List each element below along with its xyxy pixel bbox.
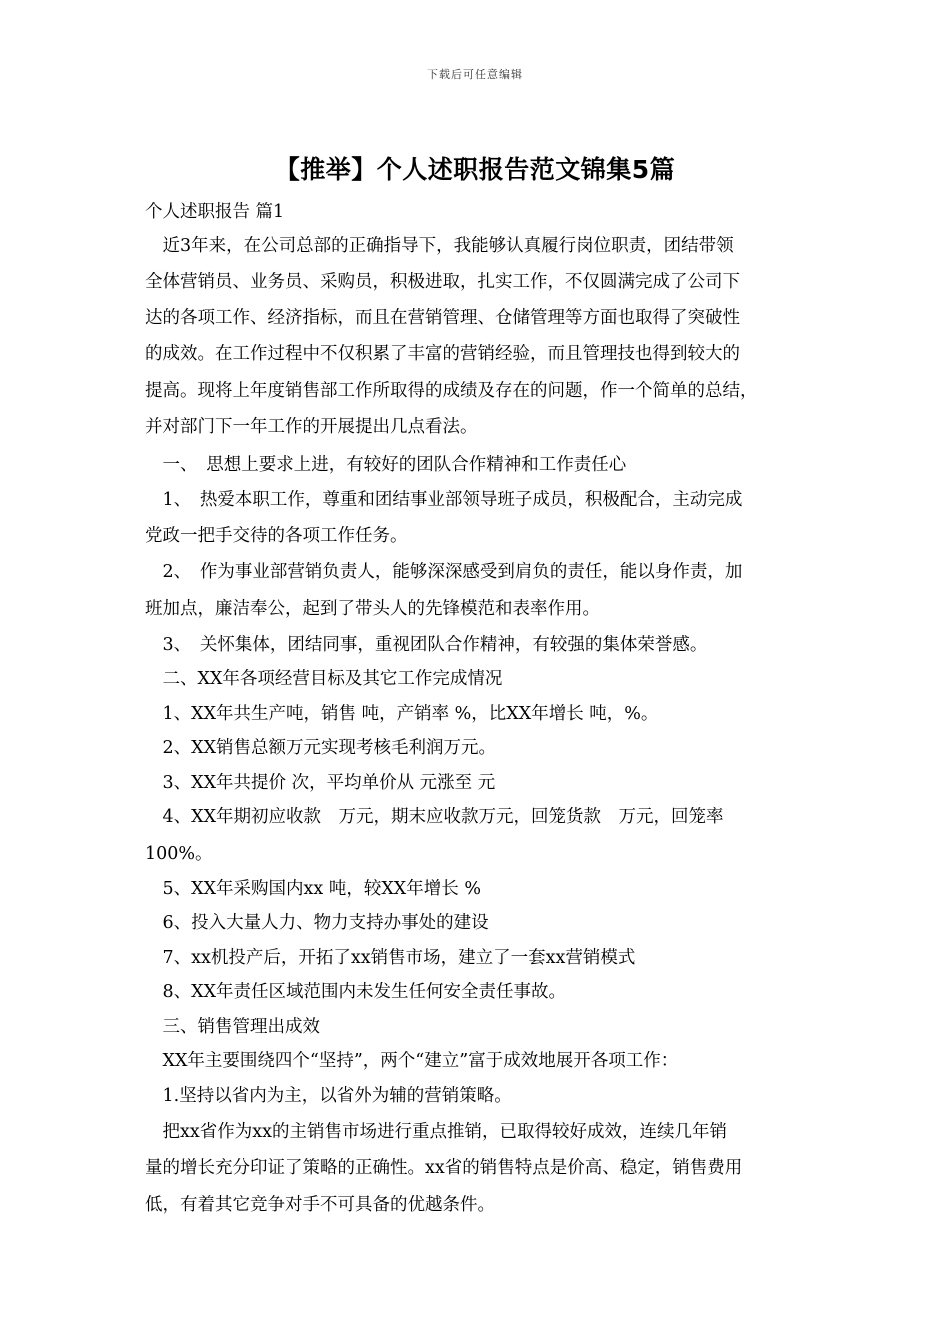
paragraph-line: 班加点，廉洁奉公，起到了带头人的先锋模范和表率作用。	[145, 599, 600, 619]
paragraph-line: 提高。现将上年度销售部工作所取得的成绩及存在的问题，作一个简单的总结，	[145, 381, 758, 401]
paragraph-line: 二、XX年各项经营目标及其它工作完成情况	[145, 669, 503, 689]
section-heading: 个人述职报告 篇1	[145, 202, 285, 222]
paragraph-line: 的成效。在工作过程中不仅积累了丰富的营销经验，而且管理技也得到较大的	[145, 344, 740, 364]
paragraph-line: 三、销售管理出成效	[145, 1017, 320, 1037]
paragraph-line: 并对部门下一年工作的开展提出几点看法。	[145, 417, 478, 437]
paragraph-line: 低，有着其它竞争对手不可具备的优越条件。	[145, 1195, 495, 1215]
paragraph-line: 近3年来，在公司总部的正确指导下，我能够认真履行岗位职责，团结带领	[145, 236, 734, 256]
paragraph-line: 1、XX年共生产吨，销售 吨，产销率 %，比XX年增长 吨，%。	[145, 704, 659, 724]
paragraph-line: 8、XX年责任区域范围内未发生任何安全责任事故。	[145, 982, 567, 1002]
paragraph-line: 6、投入大量人力、物力支持办事处的建设	[145, 913, 489, 933]
paragraph-line: 4、XX年期初应收款 万元，期末应收款万元，回笼货款 万元，回笼率	[145, 807, 724, 827]
paragraph-line: 2、XX销售总额万元实现考核毛利润万元。	[145, 738, 497, 758]
paragraph-line: 党政一把手交待的各项工作任务。	[145, 526, 408, 546]
paragraph-line: 2、 作为事业部营销负责人，能够深深感受到肩负的责任，能以身作责，加	[145, 562, 743, 582]
paragraph-line: 3、 关怀集体，团结同事，重视团队合作精神，有较强的集体荣誉感。	[145, 635, 708, 655]
paragraph-line: 7、xx机投产后，开拓了xx销售市场，建立了一套xx营销模式	[145, 948, 636, 968]
paragraph-line: 一、 思想上要求上进，有较好的团队合作精神和工作责任心	[145, 455, 627, 475]
paragraph-line: 把xx省作为xx的主销售市场进行重点推销，已取得较好成效，连续几年销	[145, 1122, 727, 1142]
paragraph-line: 5、XX年采购国内xx 吨，较XX年增长 %	[145, 879, 481, 899]
header-note: 下载后可任意编辑	[427, 68, 523, 81]
paragraph-line: 1、 热爱本职工作，尊重和团结事业部领导班子成员，积极配合，主动完成	[145, 490, 743, 510]
paragraph-line: 3、XX年共提价 次，平均单价从 元涨至 元	[145, 773, 496, 793]
paragraph-line: XX年主要围绕四个“坚持”，两个“建立”富于成效地展开各项工作：	[145, 1051, 679, 1071]
document-title: 【推举】个人述职报告范文锦集5篇	[274, 155, 676, 184]
paragraph-line: 量的增长充分印证了策略的正确性。xx省的销售特点是价高、稳定，销售费用	[145, 1158, 743, 1178]
paragraph-line: 全体营销员、业务员、采购员，积极进取，扎实工作，不仅圆满完成了公司下	[145, 272, 740, 292]
paragraph-line: 100%。	[145, 844, 213, 864]
paragraph-line: 1.坚持以省内为主，以省外为辅的营销策略。	[145, 1086, 512, 1106]
paragraph-line: 达的各项工作、经济指标，而且在营销管理、仓储管理等方面也取得了突破性	[145, 308, 740, 328]
